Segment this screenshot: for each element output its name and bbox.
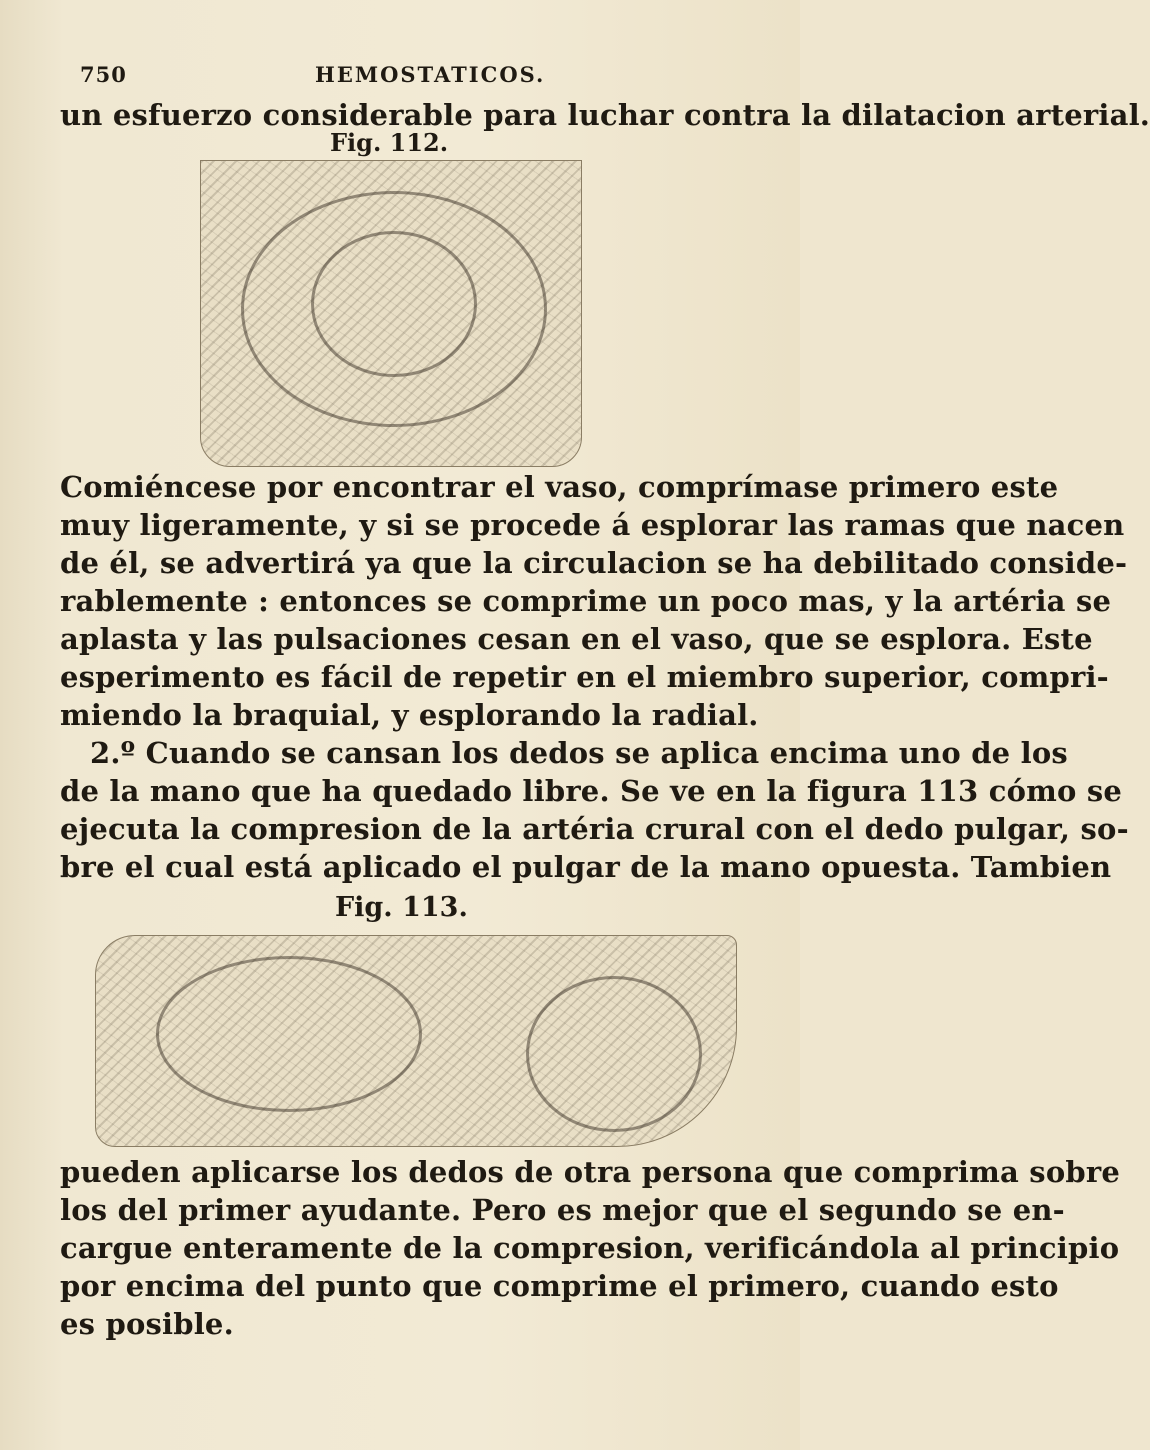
text-line: un esfuerzo considerable para luchar contra la dilatacion arterial. [60, 98, 1150, 132]
text-line: de la mano que ha quedado libre. Se ve en la figura 113 cómo se [60, 774, 1123, 808]
page-header [80, 62, 740, 92]
text-line: bre el cual está aplicado el pulgar de la mano opuesta. Tambien [60, 850, 1112, 884]
text-line: esperimento es fácil de repetir en el miembro superior, compri- [60, 660, 1109, 694]
page-number: 750 [80, 62, 127, 87]
figure-113-label: Fig. 113. [335, 892, 468, 923]
text-line: ejecuta la compresion de la artéria crural con el dedo pulgar, so- [60, 812, 1129, 846]
text-line: los del primer ayudante. Pero es mejor que el segundo se en- [60, 1193, 1065, 1227]
text-line: de él, se advertirá ya que la circulacion se ha debilitado conside- [60, 546, 1128, 580]
running-title: HEMOSTATICOS. [315, 62, 546, 87]
text-line: es posible. [60, 1307, 234, 1341]
text-line: pueden aplicarse los dedos de otra persona que comprima sobre [60, 1155, 1120, 1189]
text-line: miendo la braquial, y esplorando la radial. [60, 698, 759, 732]
text-line: rablemente : entonces se comprime un poco mas, y la artéria se [60, 584, 1112, 618]
text-line: por encima del punto que comprime el primero, cuando esto [60, 1269, 1059, 1303]
text-line: muy ligeramente, y si se procede á esplorar las ramas que nacen [60, 508, 1125, 542]
figure-112-label: Fig. 112. [330, 128, 449, 157]
text-line: cargue enteramente de la compresion, verificándola al principio [60, 1231, 1120, 1265]
figure-113-engraving [95, 935, 737, 1147]
text-line: Comiéncese por encontrar el vaso, comprímase primero este [60, 470, 1059, 504]
text-line: 2.º Cuando se cansan los dedos se aplica encima uno de los [90, 736, 1068, 770]
figure-112-engraving [200, 160, 582, 467]
text-line: aplasta y las pulsaciones cesan en el vaso, que se esplora. Este [60, 622, 1093, 656]
